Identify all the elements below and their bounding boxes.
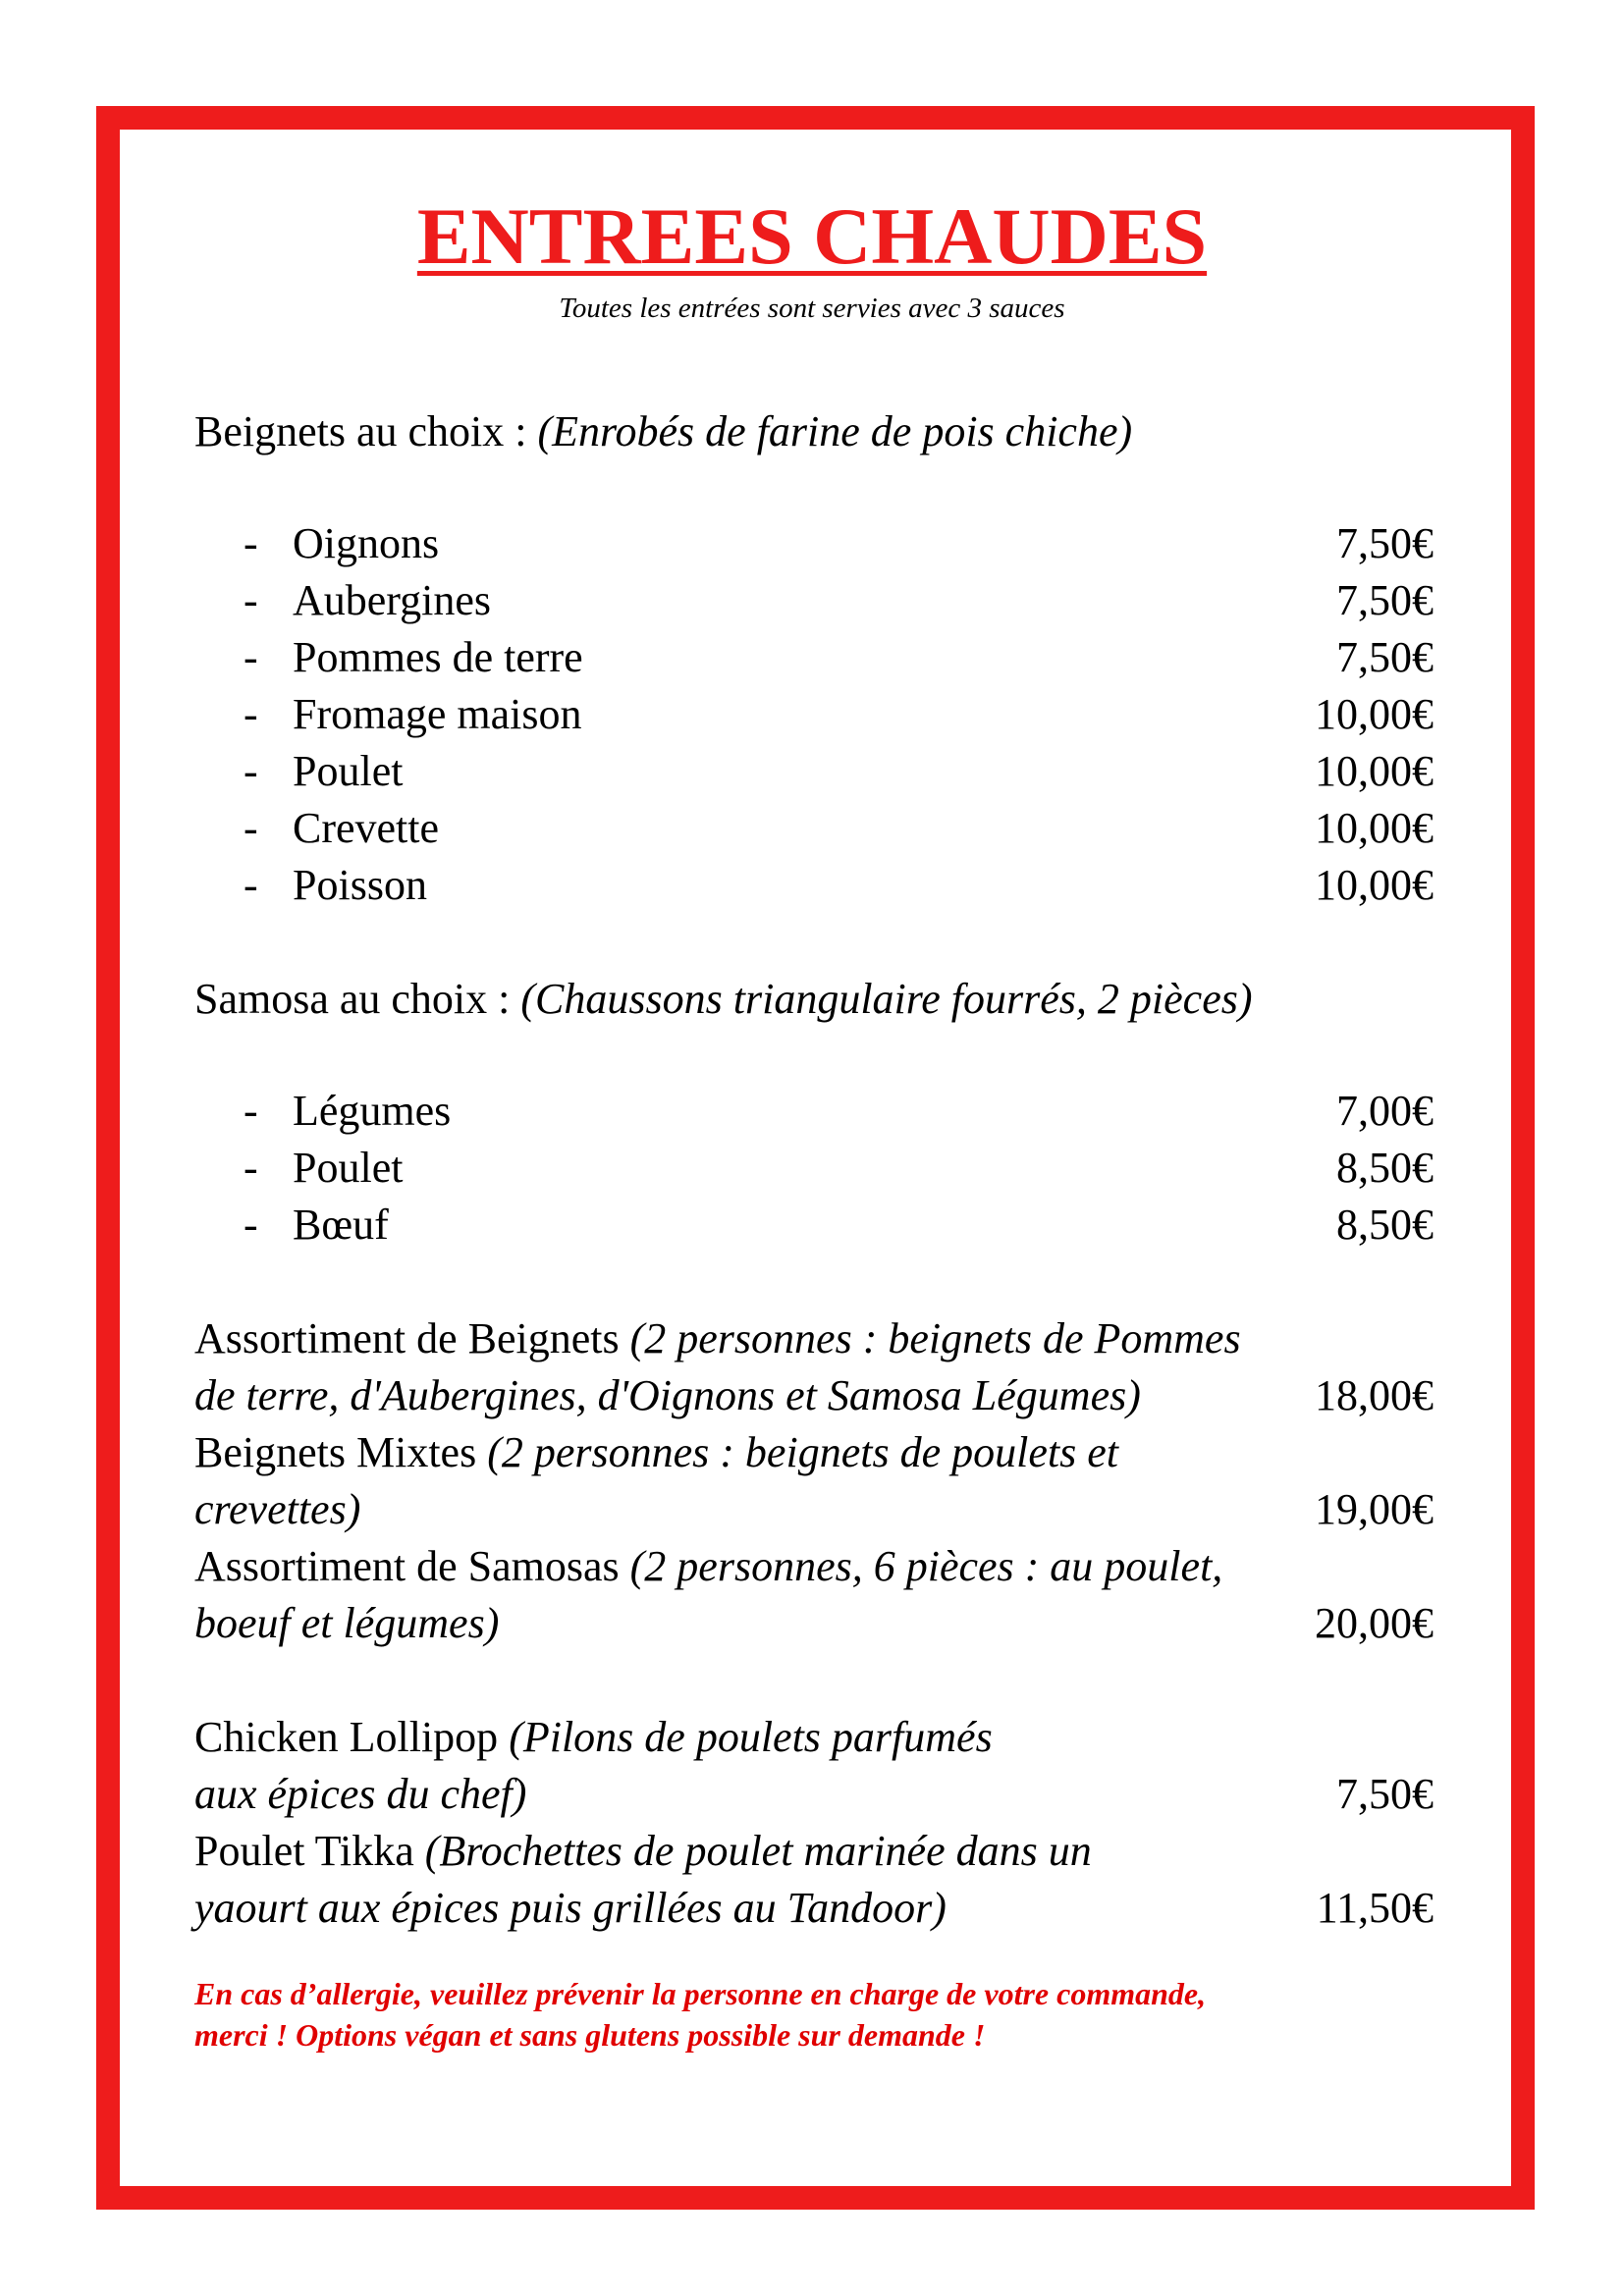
allergy-warning <box>194 1973 1441 2056</box>
list-item <box>194 744 1434 799</box>
item-desc: (Pilons de poulets parfumés <box>509 1713 993 1761</box>
item-name: Aubergines <box>293 576 492 624</box>
dash: - <box>244 804 258 852</box>
page-subtitle: Toutes les entrées sont servies avec 3 sauces <box>559 293 1065 324</box>
list-item <box>194 1198 1434 1253</box>
item-price: 7,00€ <box>1336 1087 1434 1135</box>
poulet-tikka-line2 <box>194 1881 1434 1936</box>
list-item <box>194 801 1434 856</box>
list-item <box>194 687 1434 742</box>
dash: - <box>244 576 258 624</box>
item-name: Assortiment de Samosas <box>194 1542 620 1590</box>
item-name: Assortiment de Beignets <box>194 1314 620 1362</box>
item-name: Poulet Tikka <box>194 1827 414 1875</box>
item-desc: de terre, d'Aubergines, d'Oignons et Samosa Légumes) <box>194 1371 1141 1419</box>
assortiment-samosas-line1 <box>194 1539 1434 1594</box>
item-name: Poisson <box>293 861 427 909</box>
chicken-lollipop-line1 <box>194 1710 1434 1765</box>
allergy-warning-line2: merci ! Options végan et sans glutens possible sur demande ! <box>194 2017 986 2053</box>
dash: - <box>244 633 258 681</box>
item-desc: aux épices du chef) <box>194 1770 527 1818</box>
item-price: 10,00€ <box>1315 690 1434 738</box>
item-desc: (2 personnes : beignets de poulets et <box>487 1428 1118 1476</box>
item-price: 11,50€ <box>1316 1884 1434 1932</box>
dash: - <box>244 690 258 738</box>
item-price: 8,50€ <box>1336 1144 1434 1192</box>
samosa-heading: Samosa au choix : <box>194 975 511 1023</box>
beignets-desc: (Enrobés de farine de pois chiche) <box>537 407 1133 455</box>
item-name: Pommes de terre <box>293 633 583 681</box>
item-name: Crevette <box>293 804 440 852</box>
beignets-mixtes-line1 <box>194 1425 1434 1480</box>
item-name: Poulet <box>293 747 404 795</box>
poulet-tikka-line1 <box>194 1824 1434 1879</box>
item-name: Bœuf <box>293 1201 389 1249</box>
item-price: 7,50€ <box>1336 1770 1434 1818</box>
item-price: 18,00€ <box>1315 1371 1434 1419</box>
samosa-heading-line <box>194 972 1253 1027</box>
list-item <box>194 516 1434 571</box>
item-price: 19,00€ <box>1315 1485 1434 1533</box>
item-desc: crevettes) <box>194 1485 361 1533</box>
item-name: Fromage maison <box>293 690 582 738</box>
dash: - <box>244 861 258 909</box>
dash: - <box>244 1087 258 1135</box>
item-name: Beignets Mixtes <box>194 1428 477 1476</box>
allergy-warning-line1: En cas d’allergie, veuillez prévenir la personne en charge de votre commande, <box>194 1976 1207 2011</box>
item-price: 10,00€ <box>1315 804 1434 852</box>
item-price: 10,00€ <box>1315 861 1434 909</box>
item-name: Oignons <box>293 519 440 567</box>
item-name: Légumes <box>293 1087 452 1135</box>
beignets-heading-line <box>194 404 1132 459</box>
beignets-heading: Beignets au choix : <box>194 407 527 455</box>
item-price: 7,50€ <box>1336 519 1434 567</box>
item-price: 7,50€ <box>1336 633 1434 681</box>
item-desc: boeuf et légumes) <box>194 1599 500 1647</box>
item-desc: (2 personnes : beignets de Pommes <box>629 1314 1241 1362</box>
item-price: 10,00€ <box>1315 747 1434 795</box>
list-item <box>194 630 1434 685</box>
beignets-mixtes-line2 <box>194 1482 1434 1537</box>
list-item <box>194 1084 1434 1139</box>
dash: - <box>244 1144 258 1192</box>
dash: - <box>244 519 258 567</box>
assortiment-beignets-line2 <box>194 1368 1434 1423</box>
dash: - <box>244 1201 258 1249</box>
assortiment-samosas-line2 <box>194 1596 1434 1651</box>
list-item <box>194 858 1434 913</box>
page-title: ENTREES CHAUDES <box>416 191 1208 281</box>
dash: - <box>244 747 258 795</box>
item-desc: (2 personnes, 6 pièces : au poulet, <box>629 1542 1223 1590</box>
item-price: 20,00€ <box>1315 1599 1434 1647</box>
item-desc: (Brochettes de poulet marinée dans un <box>424 1827 1092 1875</box>
item-name: Chicken Lollipop <box>194 1713 499 1761</box>
item-name: Poulet <box>293 1144 404 1192</box>
item-price: 8,50€ <box>1336 1201 1434 1249</box>
assortiment-beignets-line1 <box>194 1311 1434 1366</box>
samosa-desc: (Chaussons triangulaire fourrés, 2 pièces) <box>520 975 1253 1023</box>
list-item <box>194 1141 1434 1196</box>
item-price: 7,50€ <box>1336 576 1434 624</box>
item-desc: yaourt aux épices puis grillées au Tandoor) <box>194 1884 947 1932</box>
list-item <box>194 573 1434 628</box>
chicken-lollipop-line2 <box>194 1767 1434 1822</box>
